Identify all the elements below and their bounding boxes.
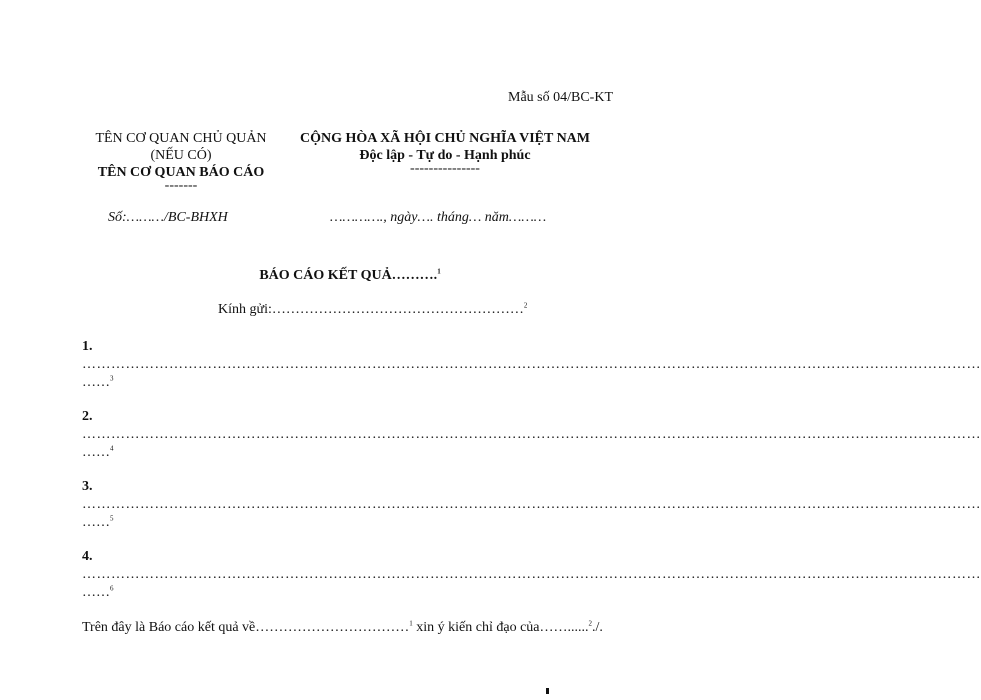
report-section-2 <box>82 408 981 462</box>
report-title <box>0 268 700 284</box>
document-date: …………., ngày…. tháng… năm……… <box>330 210 547 225</box>
section-number: 4. <box>82 549 93 564</box>
section-tail-dots: …… <box>82 445 110 460</box>
footnote-ref: 4 <box>110 444 114 453</box>
report-section-1 <box>82 338 981 392</box>
parent-agency-note: (NẾU CÓ) <box>150 148 212 163</box>
recipient-line <box>218 302 527 318</box>
section-number: 3. <box>82 479 93 494</box>
reporting-agency-name: TÊN CƠ QUAN BÁO CÁO <box>97 165 265 180</box>
recipient-text: Kính gửi:……………………………………………… <box>218 302 524 317</box>
section-tail <box>82 584 618 602</box>
footnote-ref: 1 <box>409 619 413 628</box>
report-section-3 <box>82 478 981 532</box>
section-dots: …………………………………………………………………………………………………………………………………………………………………… <box>82 427 981 442</box>
country-name: CỘNG HÒA XÃ HỘI CHỦ NGHĨA VIỆT NAM <box>299 131 590 146</box>
closing-statement <box>82 620 603 636</box>
section-tail-dots: …… <box>82 375 110 390</box>
form-code: Mẫu số 04/BC-KT <box>508 90 613 105</box>
national-header <box>286 130 604 174</box>
motto-rule: --------------- <box>410 161 480 176</box>
parent-agency-name: TÊN CƠ QUAN CHỦ QUẢN <box>95 131 267 146</box>
closing-part-3: ./. <box>592 620 603 635</box>
section-tail <box>82 444 618 462</box>
agency-rule: ------- <box>164 178 198 193</box>
section-dots: …………………………………………………………………………………………………………………………………………………………………… <box>82 357 981 372</box>
section-tail-dots: …… <box>82 585 110 600</box>
footnote-ref: 2 <box>523 301 528 310</box>
section-dots: …………………………………………………………………………………………………………………………………………………………………… <box>82 497 981 512</box>
footnote-ref: 1 <box>437 267 441 276</box>
footnote-ref: 3 <box>110 374 114 383</box>
document-number: Số:………/BC-BHXH <box>108 210 228 225</box>
section-tail <box>82 514 618 532</box>
closing-part-2: xin ý kiến chỉ đạo của……...... <box>412 620 589 635</box>
section-tail <box>82 374 618 392</box>
footnote-ref: 2 <box>588 619 593 628</box>
section-number: 2. <box>82 409 93 424</box>
report-title-text: BÁO CÁO KẾT QUẢ………. <box>259 268 438 283</box>
section-tail-dots: …… <box>82 515 110 530</box>
footnote-ref: 6 <box>110 584 114 593</box>
national-motto: Độc lập - Tự do - Hạnh phúc <box>359 148 531 163</box>
footnote-ref: 5 <box>110 514 114 523</box>
section-number: 1. <box>82 339 93 354</box>
closing-part-1: Trên đây là Báo cáo kết quả về…………………………… <box>82 620 410 635</box>
section-dots: …………………………………………………………………………………………………………………………………………………………………… <box>82 567 981 582</box>
report-section-4 <box>82 548 981 602</box>
page-mark <box>546 688 549 694</box>
agency-header <box>78 130 284 191</box>
